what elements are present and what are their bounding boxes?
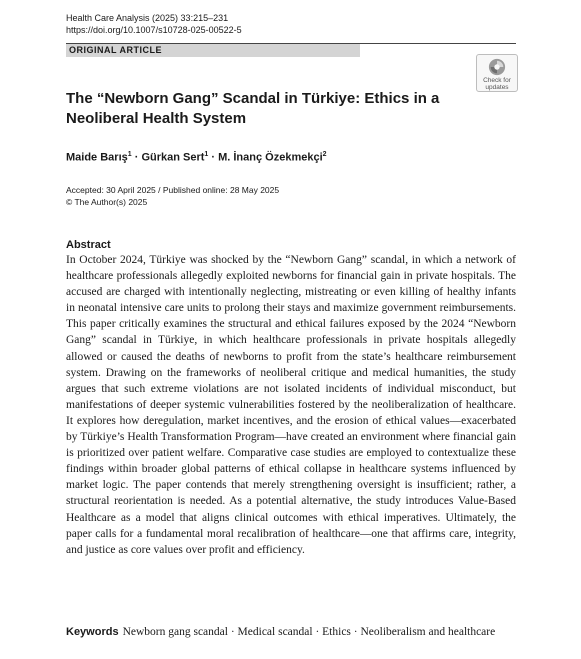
author-affiliation: 1 [127, 151, 132, 158]
abstract-text: In October 2024, Türkiye was shocked by the “Newborn Gang” scandal, in which a network of healthcare professionals allegedly exploited newborns for financial gain in private hospitals. The accused are charged with intentionally neglecting, mistreating or even killing of healthy infants in neonatal intensive care units to prolong their stays and maximize government reimbursements. This paper critically examines the structural and ethical failures exposed by the 2024 “Newborn Gang” scandal in Türkiye, in which healthcare professionals in private hospitals allegedly allowed or caused the deaths of newborns to profit from the state’s healthcare reimbursement system. Drawing on the frameworks of neoliberal critique and medical humanities, the study argues that such extreme violations are not isolated incidents of individual misconduct, but manifestations of deeper systemic vulnerabilities fostered by the neoliberalization of healthcare. It explores how deregulation, market incentives, and the erosion of ethical values—exacerbated by Türkiye’s Health Transformation Program—have created an environment where financial gain is prioritized over patient welfare. Comparative case studies are employed to contextualize these findings within broader global patterns of ethical collapse in healthcare systems influenced by market logic. The paper contends that merely strengthening oversight is insufficient; rather, a structural reorientation is needed. As a potential alternative, the study introduces Value-Based Healthcare as a model that aligns clinical outcomes with ethical imperatives. Ultimately, the paper calls for a fundamental moral recalibration of healthcare—one that affirms care, integrity, and justice as core values over profit and efficiency. [66, 254, 516, 556]
article-type-label: ORIGINAL ARTICLE [69, 45, 162, 55]
check-for-updates-line2: updates [485, 84, 509, 91]
keywords-list: Newborn gang scandal · Medical scandal · Ethics · Neoliberalism and healthcare [122, 626, 496, 638]
author-separator: · [131, 151, 142, 164]
author-affiliation: 2 [322, 151, 327, 158]
keywords-label: Keywords [66, 626, 119, 638]
copyright-notice: © The Author(s) 2025 [66, 197, 148, 207]
doi-link[interactable]: https://doi.org/10.1007/s10728-025-00522-5 [66, 25, 242, 35]
author-affiliation: 1 [204, 151, 209, 158]
abstract-heading: Abstract [66, 239, 111, 251]
author-name[interactable]: M. İnanç Özekmekçi [218, 151, 323, 164]
check-for-updates-line1: Check for [483, 77, 511, 84]
journal-citation: Health Care Analysis (2025) 33:215–231 [66, 13, 229, 23]
author-separator: · [208, 151, 219, 164]
check-for-updates-icon [488, 58, 506, 76]
author-list [66, 148, 327, 165]
publication-dates: Accepted: 30 April 2025 / Published online: 28 May 2025 [66, 185, 280, 195]
article-title: The “Newborn Gang” Scandal in Türkiye: Ethics in a Neoliberal Health System [66, 90, 440, 127]
keywords-section [66, 624, 516, 640]
author-name[interactable]: Gürkan Sert [141, 151, 205, 164]
check-for-updates-button[interactable] [476, 54, 518, 92]
author-name[interactable]: Maide Barış [66, 151, 128, 164]
